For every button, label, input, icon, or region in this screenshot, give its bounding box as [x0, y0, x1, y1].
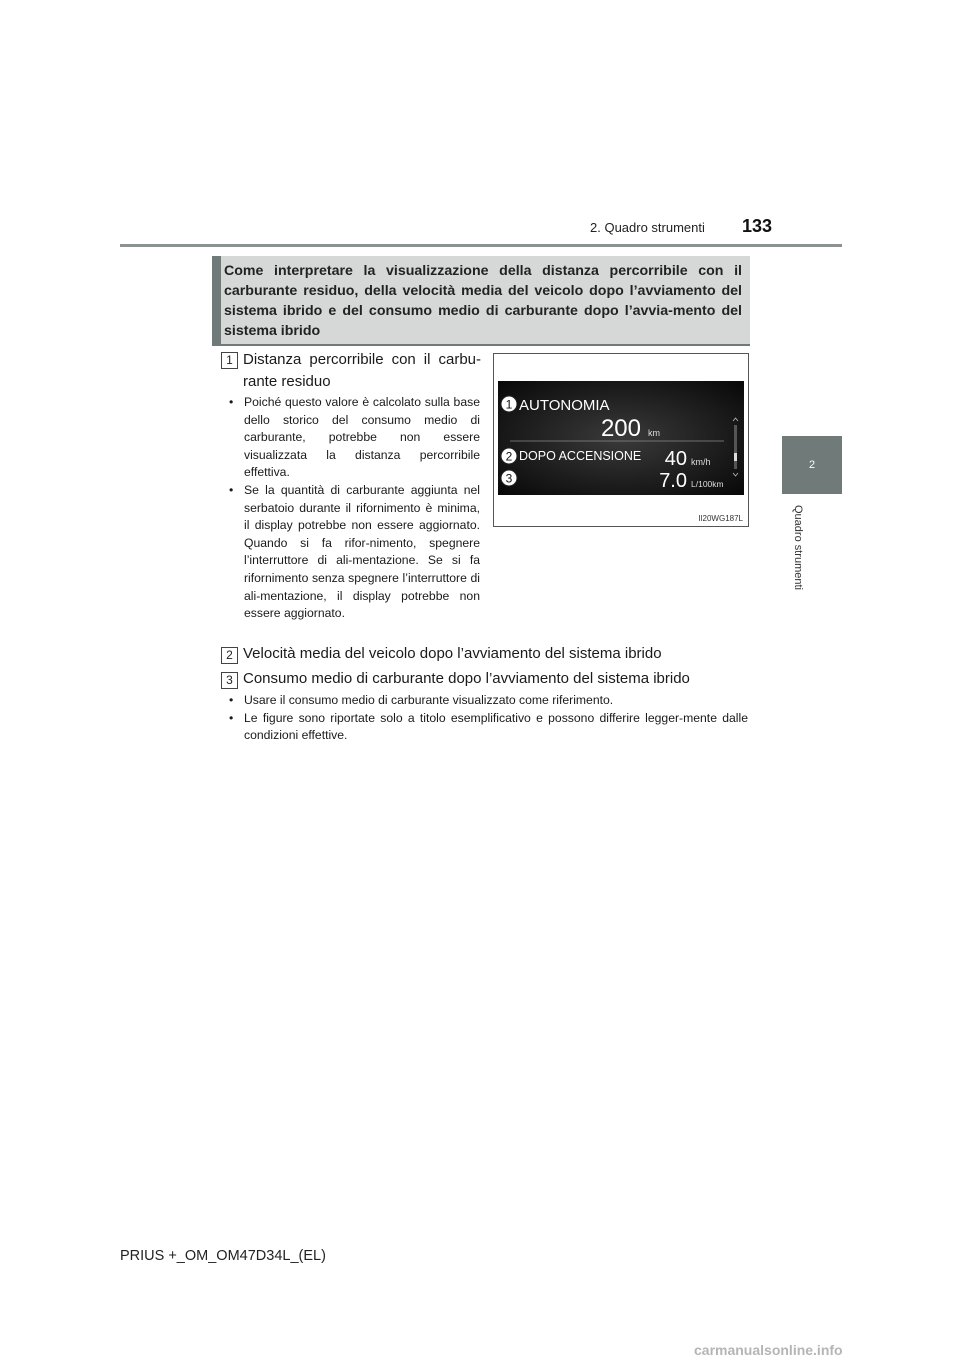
- bullet-glyph: •: [229, 693, 234, 707]
- scrollbar-thumb: [734, 453, 737, 461]
- bullet-glyph: •: [229, 395, 234, 409]
- bullet-text: Le figure sono riportate solo a titolo esemplificativo e possono differire legger-mente dalle condizioni effettive.: [244, 710, 748, 743]
- range-unit: km: [648, 428, 660, 438]
- footer-model-code: PRIUS +_OM_OM47D34L_(EL): [120, 1248, 326, 1264]
- average-speed-value: 40: [664, 448, 687, 470]
- list-item: [228, 710, 748, 745]
- chapter-label: Quadro strumenti: [792, 505, 804, 590]
- bullet-glyph: •: [229, 482, 234, 497]
- multi-information-display: [498, 381, 744, 495]
- scrollbar-track: [734, 425, 737, 469]
- list-item: [228, 394, 480, 482]
- item-number-marker: 1: [221, 352, 238, 369]
- item-bullets-consumption: [228, 692, 748, 745]
- item-title-average-speed: Velocità media del veicolo dopo l’avviamento del sistema ibrido: [243, 645, 662, 662]
- callout-number: 2: [505, 449, 513, 464]
- chapter-label-container: [790, 505, 804, 615]
- average-consumption-value: 7.0: [659, 470, 687, 492]
- item-bullets-range: [228, 394, 480, 623]
- header-section-title: 2. Quadro strumenti: [590, 220, 705, 235]
- page-number: 133: [742, 216, 773, 236]
- bullet-text: Poiché questo valore è calcolato sulla base dello storico del consumo medio di carburante, potrebbe non essere visualizzata la distanza percorribile effettiva.: [244, 395, 480, 480]
- bullet-text: Usare il consumo medio di carburante visualizzato come riferimento.: [244, 693, 614, 707]
- item-title-range: Distanza percorribile con il carbu-rante residuo: [243, 351, 481, 390]
- section-heading-accent: [212, 256, 221, 344]
- range-label: AUTONOMIA: [519, 397, 610, 414]
- bullet-glyph: •: [229, 710, 234, 725]
- bullet-text: Se la quantità di carburante aggiunta nel serbatoio durante il rifornimento è minima, il display potrebbe non essere aggiornato. Quando si fa rifor-nimento, spegnere l’interruttore di ali-mentazione. Se si fa rifornimento senza spegnere l’interruttore di ali-mentazione, il display potrebbe non essere aggiornato.: [244, 482, 480, 621]
- callout-number: 3: [505, 471, 513, 486]
- item-number-marker: 3: [221, 672, 238, 689]
- list-item: [228, 692, 748, 710]
- section-heading: Come interpretare la visualizzazione della distanza percorribile con il carburante residuo, della velocità media del veicolo dopo l’avviamento del sistema ibrido e del consumo medio di carburante dopo l’avvia-mento del sistema ibrido: [224, 263, 742, 339]
- header-divider: [120, 244, 842, 247]
- average-speed-unit: km/h: [691, 457, 711, 467]
- range-value: 200: [600, 415, 641, 442]
- chapter-number: 2: [808, 459, 816, 471]
- callout-number: 1: [505, 397, 513, 412]
- since-start-label: DOPO ACCENSIONE: [519, 449, 642, 463]
- watermark: carmanualsonline.info: [694, 1342, 843, 1358]
- item-title-average-consumption: Consumo medio di carburante dopo l’avviamento del sistema ibrido: [243, 670, 690, 687]
- display-illustration: [493, 353, 749, 527]
- section-heading-box: [212, 256, 750, 346]
- chapter-tab: [782, 436, 842, 494]
- item-number-marker: 2: [221, 647, 238, 664]
- average-consumption-unit: L/100km: [691, 479, 724, 489]
- figure-code: Il20WG187L: [698, 514, 743, 523]
- list-item: [228, 482, 480, 623]
